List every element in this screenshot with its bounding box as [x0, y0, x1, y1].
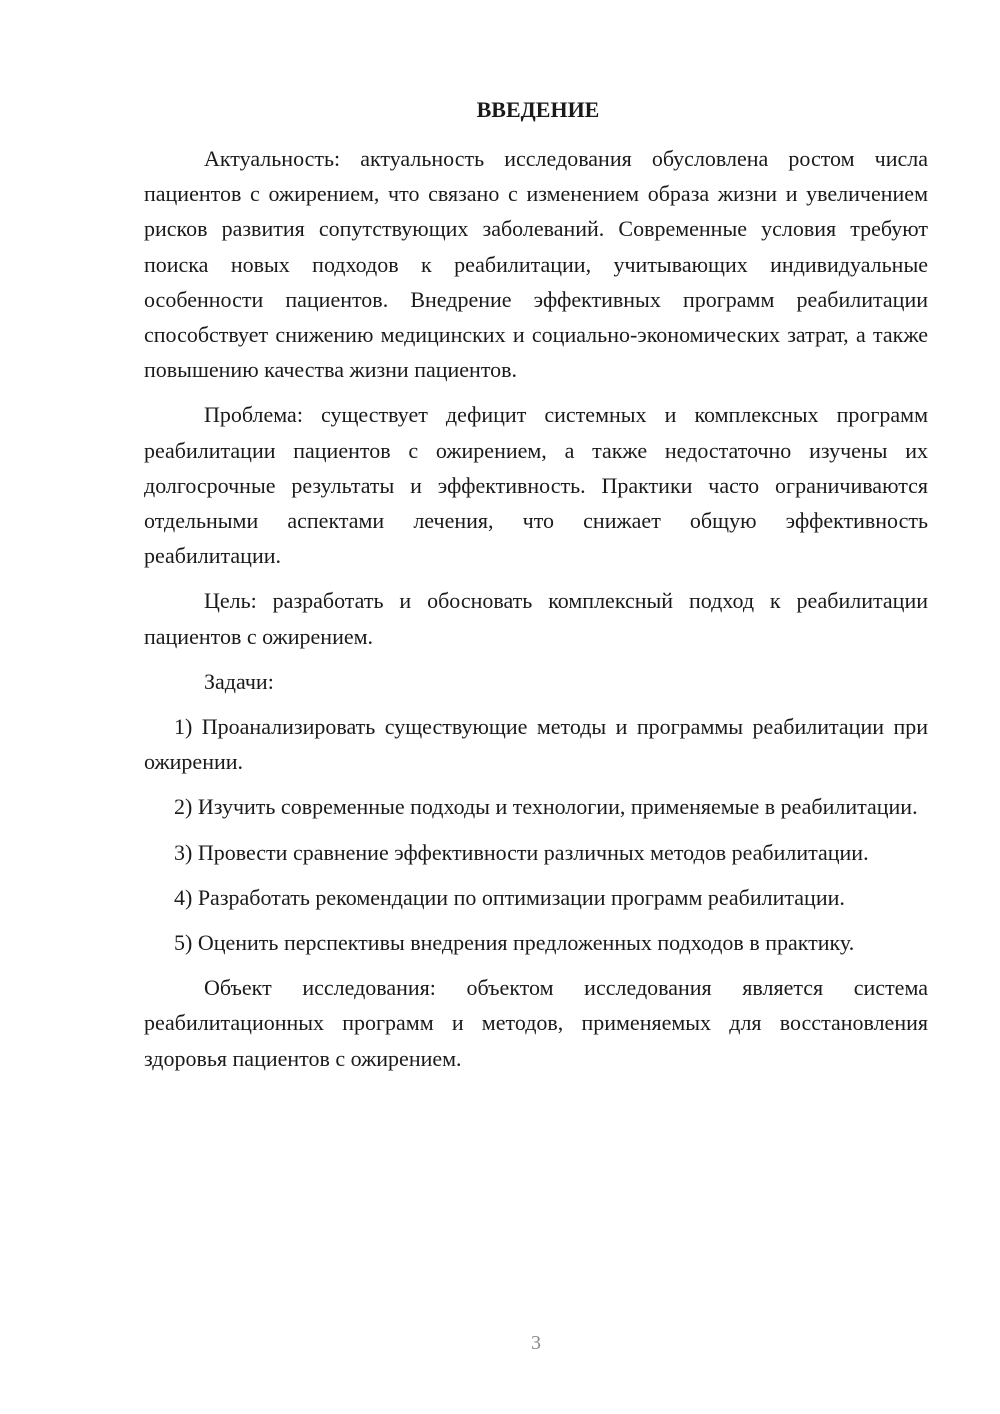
list-item-task-2: 2) Изучить современные подходы и технологии, применяемые в реабилитации. [174, 794, 918, 820]
section-heading: ВВЕДЕНИЕ [476, 97, 600, 122]
page-number: 3 [531, 1332, 541, 1354]
tasks-list [144, 709, 928, 960]
paragraph-goal: Цель: разработать и обосновать комплексный подход к реабилитации пациентов с ожирением. [144, 588, 928, 649]
page-content [144, 92, 928, 1076]
list-item-task-4: 4) Разработать рекомендации по оптимизации программ реабилитации. [174, 884, 845, 910]
paragraph-problem: Проблема: существует дефицит системных и комплексных программ реабилитации пациентов с ожирением, а также недостаточно изучены их долгосрочные результаты и эффективность. Практики часто ограничиваются отдельными аспектами лечения, что снижает общую эффективность реабилитации. [144, 402, 928, 569]
paragraph-relevance: Актуальность: актуальность исследования обусловлена ростом числа пациентов с ожирением, что связано с изменением образа жизни и увеличением рисков развития сопутствующих заболеваний. Современные условия требуют поиска новых подходов к реабилитации, учитывающих индивидуальные особенности пациентов. Внедрение эффективных программ реабилитации способствует снижению медицинских и социально-экономических затрат, а также повышению качества жизни пациентов. [144, 146, 928, 383]
tasks-label: Задачи: [204, 668, 274, 694]
list-item-task-5: 5) Оценить перспективы внедрения предложенных подходов в практику. [174, 930, 855, 956]
list-item-task-1: 1) Проанализировать существующие методы и программы реабилитации при ожирении. [144, 714, 928, 775]
paragraph-object: Объект исследования: объектом исследования является система реабилитационных программ и методов, применяемых для восстановления здоровья пациентов с ожирением. [144, 975, 928, 1071]
list-item-task-3: 3) Провести сравнение эффективности различных методов реабилитации. [174, 839, 869, 865]
